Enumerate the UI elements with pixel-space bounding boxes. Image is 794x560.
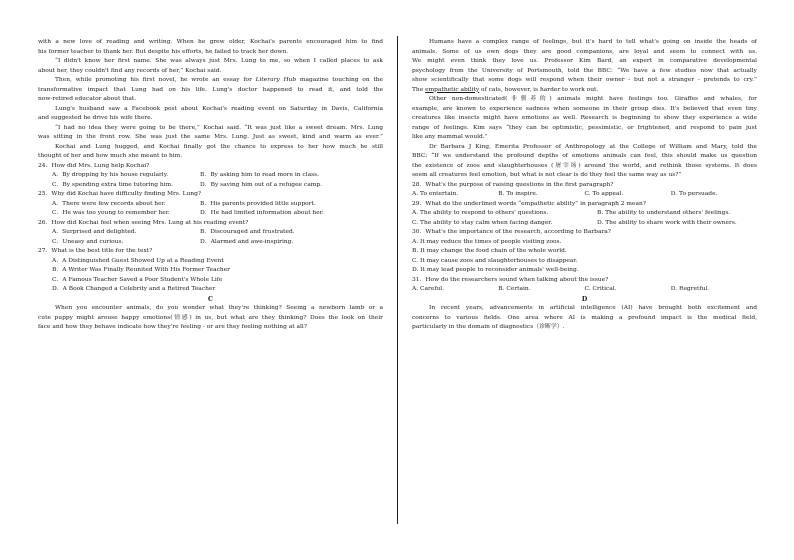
option-a[interactable]: A. The ability to respond to others' questions.: [412, 210, 549, 216]
passage-line: the existence of zoos and slaughterhouses (屠宰场) around the world, and rethink those systems. It does: [412, 162, 757, 169]
question-29-stem: 29．What do the underlined words “empathetic ability” in paragraph 2 mean?: [412, 200, 646, 207]
passage-line: show scientifically that some dogs will respond when their owner - but not a stranger - pretends to cry.”: [412, 77, 757, 83]
passage-line: Kochai and Lung hugged, and Kochai finally got the chance to express to her how much he still: [55, 143, 383, 150]
left-column: [38, 38, 383, 333]
passage-line: face and how they behave indicate how they're feeling - or are they feeling nothing at all?: [38, 324, 307, 330]
option-a[interactable]: A. It may reduce the times of people visiting zoos.: [412, 238, 562, 245]
passage-line: Lung's husband saw a Facebook post about Kochai's reading event on Saturday in Davis, California: [55, 105, 383, 112]
passage-line: BBC: “If we understand the profound depths of emotions animals can feel, this should make us question: [412, 153, 757, 159]
passage-line: his former teacher to thank her. But despite his efforts, he failed to track her down.: [38, 48, 289, 55]
question-24-options: [38, 171, 383, 181]
passage-line: We might even think they love us. Professor Kim Bard, an expert in comparative developmental: [412, 58, 757, 64]
option-d[interactable]: D．He had limited information about her.: [200, 210, 324, 216]
option-d[interactable]: D. To persuade.: [670, 191, 718, 197]
passage-line: [412, 86, 757, 96]
passage-line: “I didn't know her first name. She was always just Mrs. Lung to me, so when I called places to ask: [55, 58, 383, 64]
passage-line: particularly in the domain of diagnostics（诊断学）.: [412, 324, 565, 330]
passage-line: psychology from the University of Portsmouth, told the BBC: “We have a few studies now that actually: [412, 67, 757, 74]
question-29-options: [412, 209, 757, 219]
passage-line: and suggested he drive his wife there.: [38, 115, 153, 121]
option-b[interactable]: B．By asking him to read more in class.: [200, 172, 320, 178]
passage-line: “I had no idea they were going to be there,” Kochai said. “It was just like a sweet dream. Mrs. Lung: [55, 124, 383, 131]
section-c-heading: C: [208, 295, 213, 303]
question-24-options: [38, 181, 383, 191]
option-a[interactable]: A．Surprised and delighted.: [52, 229, 137, 235]
option-b[interactable]: B．Discouraged and frustrated.: [200, 229, 295, 235]
passage-line: thought of her and how much she meant to him.: [38, 153, 183, 159]
option-b[interactable]: B. Certain.: [498, 286, 531, 292]
magazine-title: Literary Hub: [255, 77, 297, 83]
option-b[interactable]: B. The ability to understand others' feelings.: [597, 210, 731, 216]
question-25-options: [38, 209, 383, 219]
option-a[interactable]: A．There were few records about her.: [52, 200, 166, 207]
passage-line: transformative impact that Lung had on his life. Lung's doctor happened to read it, and told the: [38, 86, 383, 93]
passage-line: concerns to various fields. One area where AI is making a profound impact is the medical field,: [412, 314, 757, 321]
question-26-options: [38, 228, 383, 238]
option-c[interactable]: C．He was too young to remember her.: [52, 210, 170, 216]
question-27-stem: 27．What is the best title for the text?: [38, 248, 153, 254]
passage-line: seem all creatures feel emotion, but what is not clear is do they feel the same way as us?”: [412, 172, 682, 178]
passage-line: now-retired educator about that.: [38, 96, 137, 102]
option-c[interactable]: C. To appeal.: [584, 191, 624, 197]
passage-line: was sitting in the front row. She was just the same Mrs. Lung. Just as sweet, kind and warm as ever.”: [38, 134, 383, 140]
passage-line: Dr Barbara J King, Emerita Professor of Anthropology at the College of William and Mary, told the: [429, 143, 757, 150]
passage-line: In recent years, advancements in artificial intelligence (AI) have brought both excitement and: [429, 305, 757, 311]
question-25-stem: 25．Why did Kochai have difficulty finding Mrs. Lung?: [38, 191, 202, 197]
question-26-stem: 26．How did Kochai feel when seeing Mrs. Lung at his reading event?: [38, 219, 249, 226]
question-31-stem: 31．How do the researchers sound when talking about the issue?: [412, 276, 609, 283]
passage-line: animals. Some of us own dogs they are good companions, are loyal and seem to connect with us.: [412, 48, 757, 55]
passage-line: When you encounter animals, do you wonder what they're thinking? Seeing a newborn lamb or a: [55, 305, 383, 311]
passage-text: Then, while promoting his first novel, he wrote an essay for: [55, 77, 256, 83]
passage-line: Humans have a complex range of feelings, but it's hard to tell what's going on inside the heads of: [429, 39, 757, 45]
option-a[interactable]: A．By dropping by his house regularly.: [52, 172, 169, 178]
question-31-options: [412, 285, 757, 295]
option-d[interactable]: D. It may lead people to reconsider animals' well-being.: [412, 267, 579, 273]
passage-text: magazine touching on the: [296, 77, 383, 83]
option-c[interactable]: C．Uneasy and curious.: [52, 238, 124, 245]
option-b[interactable]: B. To inspire.: [498, 191, 538, 197]
passage-line: Other non-domesticated(非驯养的) animals might have feelings too. Giraffes and whales, for: [429, 96, 757, 102]
passage-line: like any mammal would.”: [412, 134, 488, 140]
passage-line: range of feelings. Kim says “they can be optimistic, pessimistic, or frightened, and respond to pain just: [412, 124, 757, 131]
option-d[interactable]: D. The ability to share work with their owners.: [597, 219, 737, 226]
question-28-stem: 28．What's the purpose of raising questions in the first paragraph?: [412, 181, 614, 188]
option-d[interactable]: D．A Book Changed a Celebrity and a Retired Teacher: [52, 286, 216, 292]
option-b[interactable]: B. It may change the food chain of the whole world.: [412, 248, 567, 254]
column-divider: [397, 36, 398, 524]
underlined-phrase: empathetic ability: [425, 86, 480, 93]
right-column: [412, 38, 757, 333]
passage-text: of cats, however, is harder to work out.: [479, 86, 599, 93]
question-29-options: [412, 219, 757, 229]
option-d[interactable]: D. Regretful.: [670, 286, 710, 292]
question-24-stem: 24．How did Mrs. Lung help Kochai?: [38, 162, 150, 169]
option-b[interactable]: B．A Writer Was Finally Reunited With His Former Teacher: [52, 267, 230, 273]
option-d[interactable]: D．Alarmed and awe-inspiring.: [200, 238, 294, 245]
question-30-stem: 30．What's the importance of the research, according to Barbara?: [412, 229, 611, 235]
passage-line: with a new love of reading and writing. When he grew older, Kochai's parents encouraged him to find: [38, 39, 383, 45]
question-28-options: [412, 190, 757, 200]
option-c[interactable]: C. The ability to stay calm when facing danger.: [412, 219, 553, 226]
section-d-heading: D: [581, 295, 588, 303]
option-c[interactable]: C．By spending extra time tutoring him.: [52, 181, 174, 188]
option-b[interactable]: B．His parents provided little support.: [200, 200, 316, 207]
option-c[interactable]: C．A Famous Teacher Saved a Poor Student's Whole Life: [52, 276, 223, 283]
option-c[interactable]: C. It may cause zoos and slaughterhouses to disappear.: [412, 257, 578, 264]
question-26-options: [38, 238, 383, 248]
passage-line: example, are known to experience sadness when someone in their group dies. It's believed that even tiny: [412, 105, 757, 112]
passage-line: creatures like insects might have emotions as well. Research is beginning to show they experience a wide: [412, 115, 757, 121]
option-c[interactable]: C. Critical.: [584, 286, 617, 292]
question-25-options: [38, 200, 383, 210]
passage-text: The: [412, 86, 426, 93]
option-a[interactable]: A. To entertain.: [412, 191, 459, 197]
option-d[interactable]: D．By saving him out of a refugee camp.: [200, 181, 322, 188]
passage-line: cute puppy might arouse happy emotions(情感) in us, but what are they thinking? Does the look on their: [38, 314, 383, 321]
passage-line: about her, they couldn't find any records of her,” Kochai said.: [38, 67, 222, 74]
passage-line: [38, 76, 383, 86]
option-a[interactable]: A．A Distinguished Guest Showed Up at a Reading Event: [52, 257, 224, 264]
option-a[interactable]: A. Careful.: [412, 286, 445, 292]
